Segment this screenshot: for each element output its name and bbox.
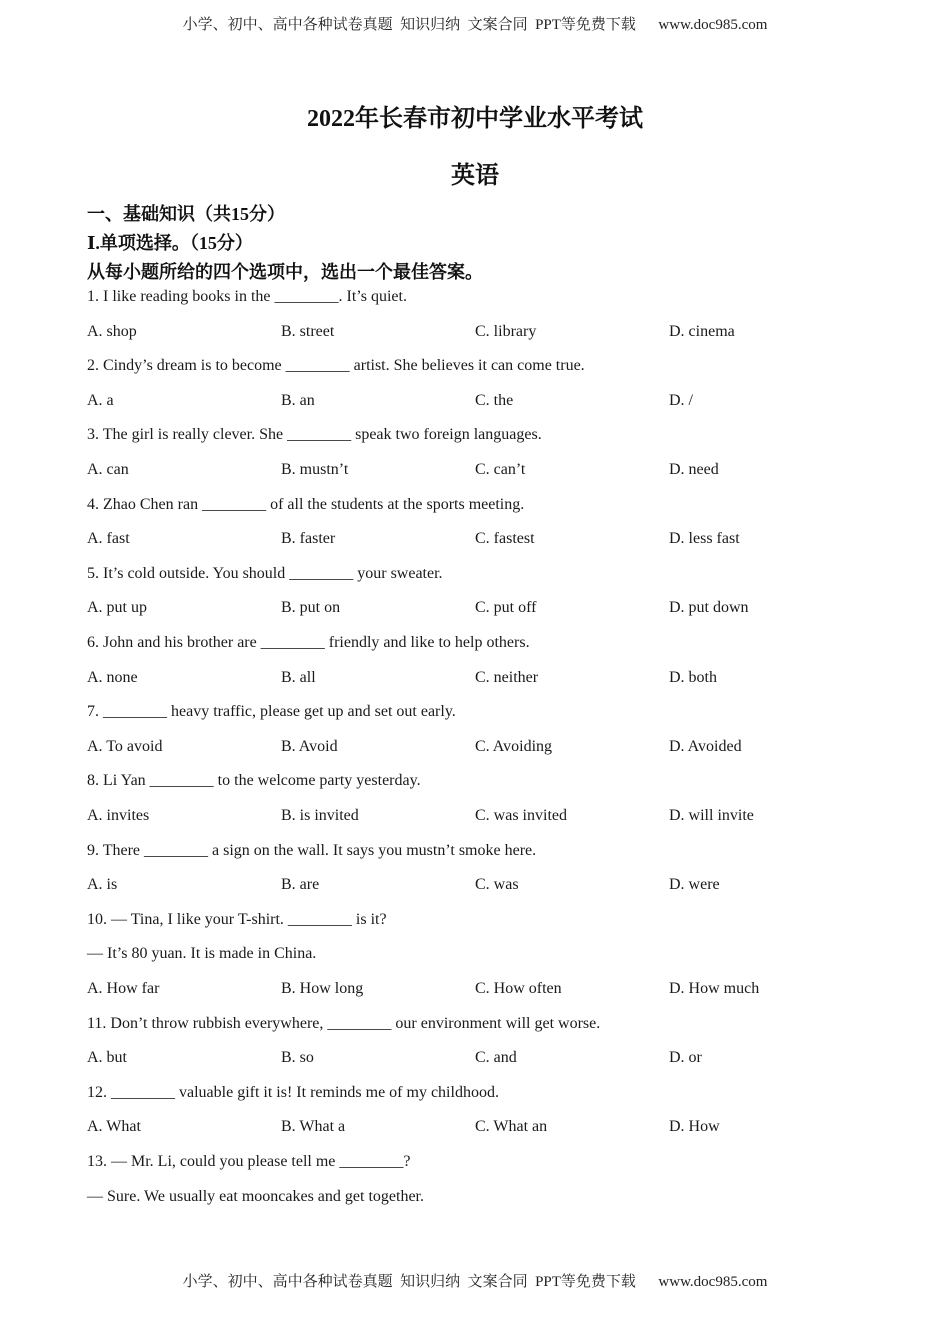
option-c: C. the <box>475 392 514 409</box>
question-stem: 2. Cindy’s dream is to become ________ artist. She believes it can come true. <box>87 357 585 374</box>
option-d: D. were <box>669 876 720 893</box>
question-stem: 10. — Tina, I like your T-shirt. ________ is it? <box>87 911 387 928</box>
question-stem: 6. John and his brother are ________ friendly and like to help others. <box>87 634 530 651</box>
option-d: D. need <box>669 461 719 478</box>
exam-subject: 英语 <box>451 163 499 189</box>
option-a: A. To avoid <box>87 738 163 755</box>
option-a: A. What <box>87 1118 141 1135</box>
option-b: B. all <box>281 669 316 686</box>
instruction: 从每小题所给的四个选项中，选出一个最佳答案。 <box>87 262 483 282</box>
option-d: D. less fast <box>669 530 740 547</box>
option-c: C. put off <box>475 599 537 616</box>
question-stem: 7. ________ heavy traffic, please get up and set out early. <box>87 703 456 720</box>
option-b: B. mustn’t <box>281 461 349 478</box>
question-stem: 11. Don’t throw rubbish everywhere, ________ our environment will get worse. <box>87 1015 601 1032</box>
page-footer: 小学、初中、高中各种试卷真题 知识归纳 文案合同 PPT等免费下载 www.doc985.com <box>182 1274 768 1290</box>
option-c: C. How often <box>475 980 562 997</box>
option-c: C. was invited <box>475 807 567 824</box>
option-a: A. but <box>87 1049 127 1066</box>
question-stem: 9. There ________ a sign on the wall. It says you mustn’t smoke here. <box>87 842 537 859</box>
option-a: A. How far <box>87 980 160 997</box>
option-d: D. How <box>669 1118 720 1135</box>
option-d: D. or <box>669 1049 702 1066</box>
option-c: C. Avoiding <box>475 738 553 755</box>
question-stem: 3. The girl is really clever. She ________ speak two foreign languages. <box>87 426 542 443</box>
option-d: D. / <box>669 392 693 409</box>
option-d: D. Avoided <box>669 738 742 755</box>
option-b: B. are <box>281 876 320 893</box>
option-b: B. an <box>281 392 315 409</box>
exam-title: 2022年长春市初中学业水平考试 <box>307 106 643 132</box>
option-b: B. How long <box>281 980 364 997</box>
option-a: A. fast <box>87 530 130 547</box>
question-stem: 1. I like reading books in the ________. It’s quiet. <box>87 288 407 305</box>
question-stem: 5. It’s cold outside. You should ________ your sweater. <box>87 565 443 582</box>
question-stem: 12. ________ valuable gift it is! It reminds me of my childhood. <box>87 1084 499 1101</box>
option-c: C. fastest <box>475 530 535 547</box>
page-header: 小学、初中、高中各种试卷真题 知识归纳 文案合同 PPT等免费下载 www.doc985.com <box>182 17 768 33</box>
option-a: A. none <box>87 669 138 686</box>
option-a: A. can <box>87 461 129 478</box>
option-a: A. put up <box>87 599 147 616</box>
option-b: B. Avoid <box>281 738 338 755</box>
option-d: D. both <box>669 669 717 686</box>
option-c: C. library <box>475 323 537 340</box>
option-b: B. street <box>281 323 335 340</box>
option-a: A. shop <box>87 323 137 340</box>
option-b: B. so <box>281 1049 314 1066</box>
section-heading: 一、基础知识（共15分） <box>87 204 285 224</box>
option-d: D. put down <box>669 599 749 616</box>
question-dialogue-line: — Sure. We usually eat mooncakes and get together. <box>87 1188 424 1205</box>
question-dialogue-line: — It’s 80 yuan. It is made in China. <box>87 945 317 962</box>
option-b: B. faster <box>281 530 336 547</box>
option-d: D. will invite <box>669 807 754 824</box>
option-c: C. What an <box>475 1118 548 1135</box>
option-c: C. neither <box>475 669 539 686</box>
question-stem: 4. Zhao Chen ran ________ of all the students at the sports meeting. <box>87 496 525 513</box>
option-b: B. is invited <box>281 807 359 824</box>
option-b: B. put on <box>281 599 341 616</box>
option-c: C. was <box>475 876 519 893</box>
option-c: C. can’t <box>475 461 526 478</box>
part-heading: Ⅰ.单项选择。（15分） <box>87 233 253 253</box>
option-b: B. What a <box>281 1118 346 1135</box>
option-d: D. cinema <box>669 323 735 340</box>
option-c: C. and <box>475 1049 517 1066</box>
option-d: D. How much <box>669 980 760 997</box>
question-stem: 8. Li Yan ________ to the welcome party yesterday. <box>87 772 421 789</box>
option-a: A. is <box>87 876 118 893</box>
option-a: A. invites <box>87 807 150 824</box>
option-a: A. a <box>87 392 114 409</box>
question-stem: 13. — Mr. Li, could you please tell me ________? <box>87 1153 411 1170</box>
